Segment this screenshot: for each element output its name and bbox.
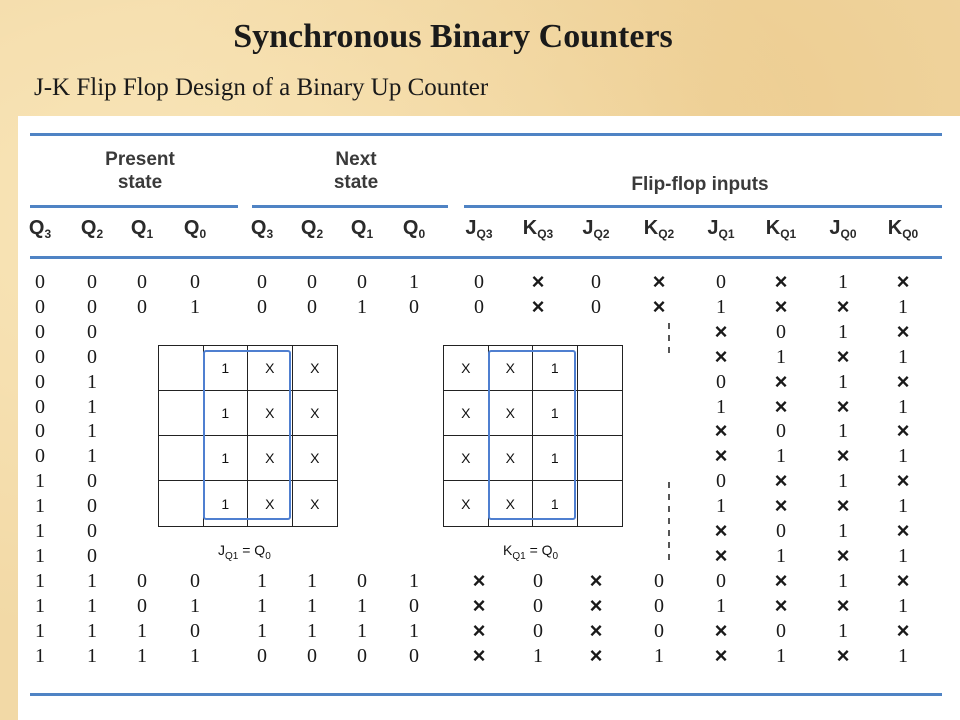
table-cell: 0 (533, 594, 543, 617)
header-sub: Q0 (902, 227, 919, 241)
column-header (64, 217, 120, 241)
table-cell: 0 (591, 295, 601, 318)
eq-rest: = Q (525, 542, 553, 558)
table-cell: 1 (898, 594, 908, 617)
kmap-cell: X (293, 436, 338, 481)
header-sub: 1 (146, 227, 154, 241)
table-cell: 0 (654, 569, 664, 592)
table-cell: 0 (87, 470, 97, 493)
table-cell: 1 (87, 644, 97, 667)
table-cell: 0 (87, 345, 97, 368)
group-flipflop-inputs: Flip-flop inputs (631, 174, 769, 195)
kmap-cell: X (444, 346, 489, 391)
dotted-separator (667, 323, 671, 359)
table-cell: 1 (409, 271, 419, 293)
table-cell: 0 (35, 395, 45, 418)
column-header (815, 217, 871, 241)
rule-gap (238, 203, 252, 211)
table-cell: 0 (307, 295, 317, 318)
table-cell: × (836, 542, 850, 568)
table-cell: 1 (87, 420, 97, 443)
table-cell: 0 (533, 619, 543, 642)
table-cell: 1 (409, 619, 419, 642)
table-cell: × (836, 493, 850, 519)
column-header (12, 217, 68, 241)
kmap-cell: X (293, 391, 338, 436)
table-cell: × (714, 642, 728, 668)
table-cell: × (472, 567, 486, 593)
header-base: K (643, 217, 659, 239)
table-cell: 1 (357, 295, 367, 318)
table-cell: × (714, 617, 728, 643)
table-cell: 0 (35, 271, 45, 293)
table-cell: 0 (776, 619, 786, 642)
column-header (334, 217, 390, 241)
table-cell: 0 (716, 470, 726, 493)
table-cell: × (531, 293, 545, 319)
table-cell: 1 (776, 544, 786, 567)
kmap-kq1-equation (503, 542, 558, 562)
column-header (167, 217, 223, 241)
header-sub: 3 (44, 227, 52, 241)
kmap-kq1-loop (488, 350, 576, 520)
table-cell: 1 (87, 445, 97, 468)
table-cell: × (714, 418, 728, 444)
table-cell: 1 (257, 569, 267, 592)
page-subtitle: J-K Flip Flop Design of a Binary Up Counter (34, 74, 489, 101)
table-cell: 1 (898, 544, 908, 567)
header-rule (30, 205, 942, 208)
kmap-cell: 1 (204, 391, 249, 436)
dotted-separator (667, 482, 671, 566)
rule-gap (448, 203, 464, 211)
kmap-cell: X (444, 391, 489, 436)
table-cell: 1 (35, 544, 45, 567)
header-base: Q (28, 217, 45, 239)
table-cell: 0 (87, 320, 97, 343)
kmap-cell: 1 (204, 346, 249, 391)
table-cell: × (896, 318, 910, 344)
table-cell: 0 (190, 619, 200, 642)
table-cell: 1 (898, 345, 908, 368)
table-cell: 1 (307, 569, 317, 592)
table-cell: 0 (357, 569, 367, 592)
kmap-cell: X (310, 495, 320, 512)
table-cell: 0 (190, 271, 200, 293)
kmap-cell: 1 (204, 481, 249, 526)
table-cell: 1 (533, 644, 543, 667)
kmap-cell (578, 481, 623, 526)
kmap-cell: X (444, 436, 489, 481)
header-base: J (707, 217, 719, 239)
table-cell: 0 (35, 320, 45, 343)
column-header (234, 217, 290, 241)
table-cell: 1 (137, 644, 147, 667)
top-rule (30, 133, 942, 136)
table-cell: 1 (776, 644, 786, 667)
bottom-rule (30, 693, 942, 696)
table-cell: 1 (776, 345, 786, 368)
header-base: Q (130, 217, 147, 239)
table-cell: 1 (35, 569, 45, 592)
table-cell: × (836, 592, 850, 618)
kmap-cell (159, 391, 204, 436)
table-cell: × (896, 269, 910, 294)
table-cell: 1 (716, 295, 726, 318)
header-base: Q (350, 217, 367, 239)
table-cell: 0 (409, 594, 419, 617)
table-cell: × (652, 293, 666, 319)
table-cell: 1 (35, 594, 45, 617)
table-cell: 1 (898, 395, 908, 418)
table-cell: 0 (35, 370, 45, 393)
table-cell: 1 (776, 445, 786, 468)
table-cell: 0 (137, 594, 147, 617)
table-cell: 1 (190, 594, 200, 617)
table-cell: 1 (898, 295, 908, 318)
header-sub: Q0 (840, 227, 857, 241)
table-cell: 0 (257, 271, 267, 293)
table-cell: 1 (35, 644, 45, 667)
table-cell: 1 (838, 619, 848, 642)
table-cell: × (774, 592, 788, 618)
header-sub: Q2 (658, 227, 675, 241)
table-cell: 0 (409, 644, 419, 667)
table-cell: 1 (716, 594, 726, 617)
table-cell: 1 (190, 644, 200, 667)
table-cell: × (896, 567, 910, 593)
kmap-cell (578, 436, 623, 481)
table-cell: 0 (87, 295, 97, 318)
table-cell: 0 (776, 420, 786, 443)
table-cell: × (774, 393, 788, 419)
table-cell: 0 (591, 271, 601, 293)
kmap-cell: 1 (533, 436, 578, 481)
eq-sub: Q1 (225, 550, 239, 562)
table-cell: 0 (137, 295, 147, 318)
table-cell: 1 (898, 644, 908, 667)
table-cell: × (652, 269, 666, 294)
table-cell: 0 (716, 271, 726, 293)
eq-rest-sub: 0 (552, 550, 559, 562)
table-cell: 1 (35, 619, 45, 642)
table-cell: 1 (87, 395, 97, 418)
table-cell: × (589, 642, 603, 668)
header-sub: Q3 (476, 227, 493, 241)
kmap-cell: X (489, 481, 534, 526)
table-cell: × (896, 468, 910, 494)
kmap-cell: X (444, 481, 489, 526)
eq-base: K (503, 542, 513, 558)
kmap-cell (159, 436, 204, 481)
kmap-cell: 1 (533, 481, 578, 526)
table-cell: × (714, 343, 728, 369)
column-header (631, 217, 687, 241)
eq-base: J (218, 542, 225, 558)
kmap-cell: 1 (533, 346, 578, 391)
column-header (875, 217, 931, 241)
header-base: K (522, 217, 538, 239)
header-sub: Q3 (537, 227, 554, 241)
table-cell: × (836, 343, 850, 369)
table-cell: × (836, 642, 850, 668)
table-cell: 1 (898, 495, 908, 518)
table-cell: × (896, 617, 910, 643)
table-cell: 1 (35, 495, 45, 518)
header-base: Q (80, 217, 97, 239)
kmap-jq1-equation (218, 542, 271, 562)
table-cell: 0 (190, 569, 200, 592)
eq-sub: Q1 (512, 550, 526, 562)
header-sub: 0 (199, 227, 207, 241)
group-present-state (80, 148, 200, 194)
column-header (284, 217, 340, 241)
table-cell: × (589, 592, 603, 618)
page-title: Synchronous Binary Counters (233, 18, 673, 55)
table-cell: 1 (307, 594, 317, 617)
table-cell: × (774, 468, 788, 494)
table-cell: 0 (35, 295, 45, 318)
header-base: K (887, 217, 903, 239)
table-cell: 1 (35, 520, 45, 542)
kmap-cell: X (248, 436, 293, 481)
table-cell: 0 (716, 569, 726, 592)
kmap-cell (578, 391, 623, 436)
group-present-line1: Present (105, 149, 175, 170)
header-sub: Q1 (718, 227, 735, 241)
table-cell: 0 (474, 295, 484, 318)
table-cell: 0 (409, 295, 419, 318)
header-base: J (829, 217, 841, 239)
table-cell: 0 (87, 271, 97, 293)
table-cell: × (472, 592, 486, 618)
kmap-cell: 1 (204, 436, 249, 481)
table-cell: 0 (35, 345, 45, 368)
kmap-cell: X (489, 391, 534, 436)
header-sub: 2 (96, 227, 104, 241)
table-cell: 1 (838, 420, 848, 443)
group-next-line1: Next (335, 149, 377, 170)
table-cell: 1 (838, 520, 848, 542)
table-cell: 1 (838, 470, 848, 493)
table-cell: 1 (838, 569, 848, 592)
table-cell: 1 (716, 495, 726, 518)
kmap-cell (159, 481, 204, 526)
table-cell: 0 (87, 520, 97, 542)
table-cell: 0 (307, 644, 317, 667)
kmap-cell: 1 (533, 391, 578, 436)
table-cell: 0 (357, 271, 367, 293)
table-cell: × (774, 269, 788, 294)
table-cell: 0 (474, 271, 484, 293)
table-cell: 1 (35, 470, 45, 493)
table-cell: × (589, 617, 603, 643)
group-present-line2: state (117, 172, 163, 193)
table-cell: × (836, 293, 850, 319)
table-cell: 0 (776, 320, 786, 343)
table-cell: × (589, 567, 603, 593)
column-header (114, 217, 170, 241)
table-cell: 0 (533, 569, 543, 592)
kmap-cell: X (293, 346, 338, 391)
table-cell: 0 (257, 295, 267, 318)
eq-rest: = Q (238, 542, 266, 558)
header-sub: Q1 (780, 227, 797, 241)
table-cell: × (836, 393, 850, 419)
table-cell: 0 (137, 271, 147, 293)
column-header (693, 217, 749, 241)
table-cell: × (774, 493, 788, 519)
table-cell: 0 (776, 520, 786, 542)
table-cell: 1 (137, 619, 147, 642)
eq-rest-sub: 0 (265, 550, 271, 562)
table-cell: × (714, 443, 728, 469)
table-cell: × (714, 542, 728, 568)
column-header (386, 217, 442, 241)
column-header (451, 217, 507, 241)
header-base: K (765, 217, 781, 239)
kmap-cell (159, 346, 204, 391)
group-next-state (296, 148, 416, 194)
table-cell: 0 (357, 644, 367, 667)
table-cell: × (896, 518, 910, 543)
table-cell: 0 (35, 445, 45, 468)
table-cell: × (836, 443, 850, 469)
kmap-cell: X (248, 481, 293, 526)
table-cell: 0 (35, 420, 45, 443)
table-cell: × (714, 518, 728, 543)
table-cell: × (774, 293, 788, 319)
table-cell: 1 (257, 594, 267, 617)
kmap-cell: X (248, 391, 293, 436)
header-base: J (465, 217, 477, 239)
table-cell: 1 (357, 594, 367, 617)
table-cell: 1 (838, 271, 848, 293)
header-bottom-rule (30, 256, 942, 259)
table-cell: 1 (190, 295, 200, 318)
group-next-line2: state (333, 172, 379, 193)
table-cell: 1 (654, 644, 664, 667)
header-sub: Q2 (593, 227, 610, 241)
table-cell: 0 (87, 495, 97, 518)
table-cell: × (472, 617, 486, 643)
table-cell: 1 (307, 619, 317, 642)
table-cell: × (896, 368, 910, 394)
table-cell: 1 (87, 619, 97, 642)
table-cell: 1 (87, 370, 97, 393)
table-cell: 0 (716, 370, 726, 393)
table-cell: × (472, 642, 486, 668)
column-header (510, 217, 566, 241)
kmap-cell: X (248, 346, 293, 391)
kmap-cell: X (489, 436, 534, 481)
header-sub: 2 (316, 227, 324, 241)
table-cell: 0 (654, 594, 664, 617)
table-cell: 0 (654, 619, 664, 642)
table-cell: 0 (87, 544, 97, 567)
table-cell: 1 (838, 320, 848, 343)
kmap-cell (578, 346, 623, 391)
header-sub: 3 (266, 227, 274, 241)
kmap-jq1-loop (203, 350, 291, 520)
table-cell: 1 (87, 594, 97, 617)
table-cell: 1 (87, 569, 97, 592)
table-cell: 1 (838, 370, 848, 393)
table-cell: × (774, 368, 788, 394)
header-base: J (582, 217, 594, 239)
table-cell: 1 (357, 619, 367, 642)
kmap-cell: X (489, 346, 534, 391)
table-cell: 1 (409, 569, 419, 592)
table-cell: 0 (257, 644, 267, 667)
column-header (568, 217, 624, 241)
header-base: Q (402, 217, 419, 239)
header-base: Q (183, 217, 200, 239)
table-cell: × (531, 269, 545, 294)
header-sub: 0 (418, 227, 426, 241)
table-cell: 0 (137, 569, 147, 592)
header-base: Q (300, 217, 317, 239)
table-cell: 1 (257, 619, 267, 642)
column-header (753, 217, 809, 241)
header-base: Q (250, 217, 267, 239)
table-cell: 0 (307, 271, 317, 293)
table-cell: × (774, 567, 788, 593)
table-cell: 1 (716, 395, 726, 418)
table-cell: × (896, 418, 910, 444)
table-cell: 1 (898, 445, 908, 468)
header-sub: 1 (366, 227, 374, 241)
table-cell: × (714, 318, 728, 344)
